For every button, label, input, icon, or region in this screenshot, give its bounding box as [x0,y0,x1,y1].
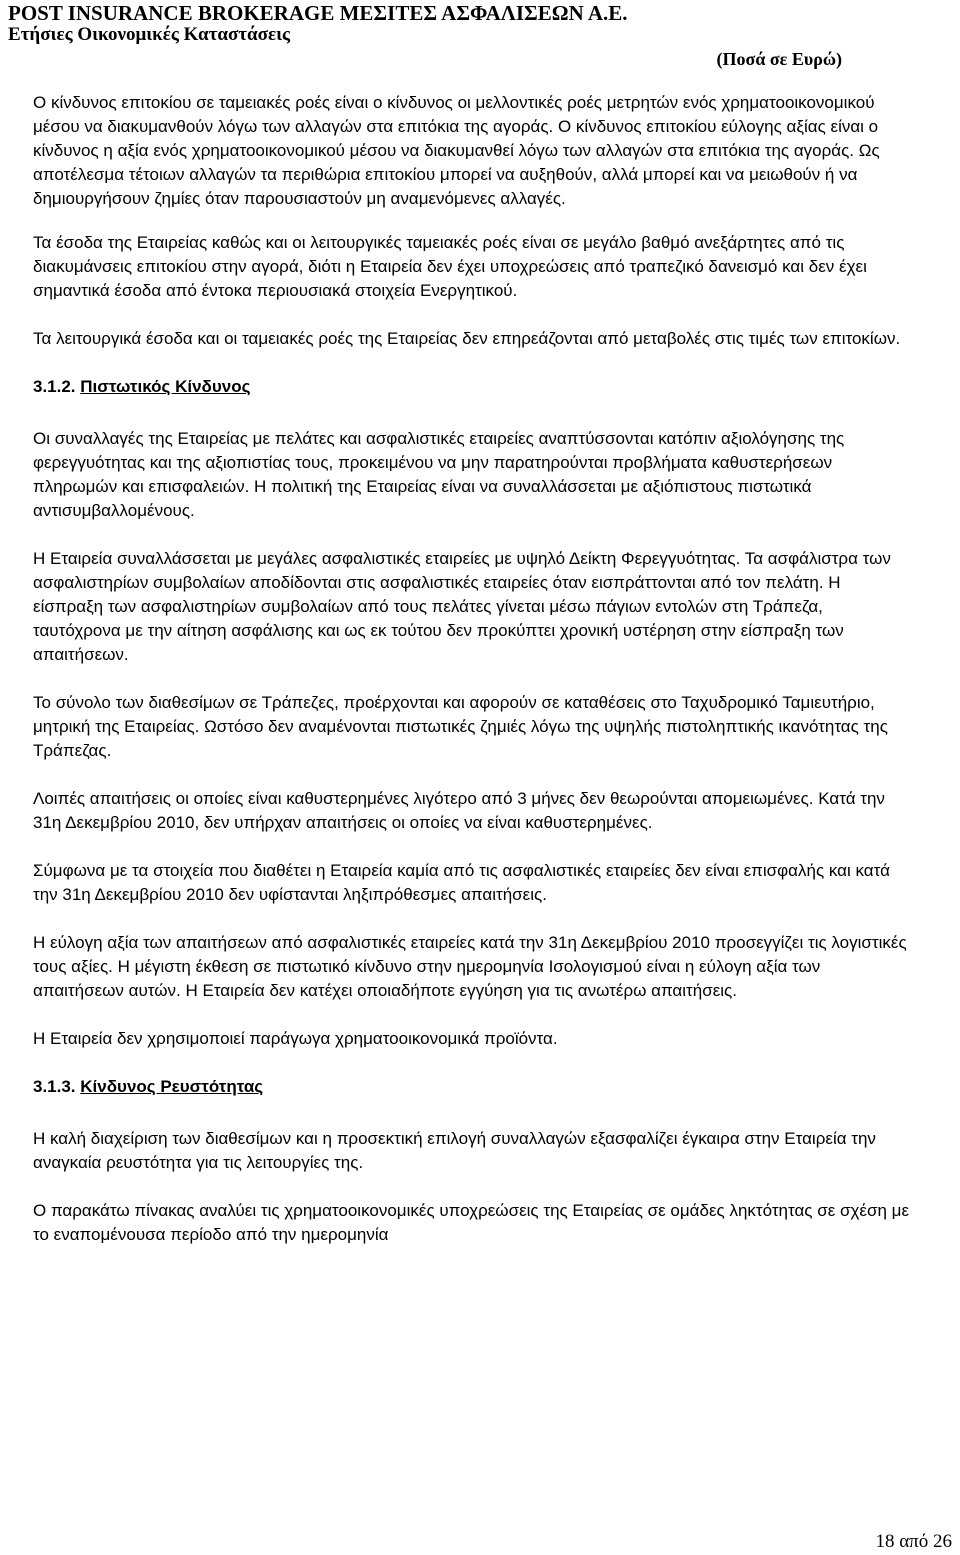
liquidity-risk-heading [33,1075,913,1099]
report-title: Ετήσιες Οικονομικές Καταστάσεις [8,24,291,45]
page-header [8,0,952,69]
liquidity-risk-paragraph: Η καλή διαχείριση των διαθεσίμων και η προσεκτική επιλογή συναλλαγών εξασφαλίζει έγκαιρα στην Εταιρεία την αναγκαία ρευστότητα για τις λειτουργίες της. [33,1129,876,1172]
operating-revenue-paragraph: Τα λειτουργικά έσοδα και οι ταμειακές ροές της Εταιρείας δεν επηρεάζονται από μεταβολές στις τιμές των επιτοκίων. [33,329,901,348]
currency-note: (Ποσά σε Ευρώ) [716,49,842,69]
credit-risk-paragraph: Οι συναλλαγές της Εταιρείας με πελάτες και ασφαλιστικές εταιρείες αναπτύσσονται κατόπιν αξιολόγησης της φερεγγυότητας και της αξιοπιστίας τους, προκειμένου να μην παρατηρούνται προβλήματα καθυστερήσεων πληρωμών και επισφαλειών. Η πολιτική της Εταιρείας είναι να συναλλάσσεται με αξιόπιστους πιστωτικά αντισυμβαλλομένους. [33,429,845,520]
credit-risk-paragraph: Η Εταιρεία δεν χρησιμοποιεί παράγωγα χρηματοοικονομικά προϊόντα. [33,1029,558,1048]
interest-rate-risk-paragraph: Ο κίνδυνος επιτοκίου σε ταμειακές ροές είναι ο κίνδυνος οι μελλοντικές ροές μετρητών ενός χρηματοοικονομικού μέσου να διακυμανθούν λόγω των αλλαγών στα επιτόκια της αγοράς. Ο κίνδυνος επιτοκίου εύλογης αξίας είναι ο κίνδυνος η αξία ενός χρηματοοικονομικού μέσου να διακυμανθεί λόγω των αλλαγών στα επιτόκια της αγοράς. Ως αποτέλεσμα τέτοιων αλλαγών τα περιθώρια επιτοκίου μπορεί να αυξηθούν, αλλά μπορεί και να μειωθούν ή να δημιουργήσουν ζημίες όταν παρουσιαστούν μη αναμενόμενες αλλαγές. [33,93,880,208]
revenue-independence-paragraph: Τα έσοδα της Εταιρείας καθώς και οι λειτουργικές ταμειακές ροές είναι σε μεγάλο βαθμό ανεξάρτητες από τις διακυμάνσεις επιτοκίου στην αγορά, διότι η Εταιρεία δεν έχει υποχρεώσεις από τραπεζικό δανεισμό και δεν έχει σημαντικά έσοδα από έντοκα περιουσιακά στοιχεία Ενεργητικού. [33,233,867,300]
document-body [33,91,913,1271]
credit-risk-heading [33,375,913,399]
credit-risk-number: 3.1.2. [33,377,76,396]
credit-risk-paragraph: Η εύλογη αξία των απαιτήσεων από ασφαλιστικές εταιρείες κατά την 31η Δεκεμβρίου 2010 προσεγγίζει τις λογιστικές τους αξίες. Η μέγιστη έκθεση σε πιστωτικό κίνδυνο στην ημερομηνία Ισολογισμού είναι η εύλογη αξία των απαιτήσεων αυτών. Η Εταιρεία δεν κατέχει οποιαδήποτε εγγύηση για τις ανωτέρω απαιτήσεις. [33,933,907,1000]
liquidity-risk-title: Κίνδυνος Ρευστότητας [80,1077,264,1096]
credit-risk-paragraph: Το σύνολο των διαθεσίμων σε Τράπεζες, προέρχονται και αφορούν σε καταθέσεις στο Ταχυδρομικό Ταμιευτήριο, μητρική της Εταιρείας. Ωστόσο δεν αναμένονται πιστωτικές ζημιές λόγω της υψηλής πιστοληπτικής ικανότητας της Τράπεζας. [33,693,888,760]
credit-risk-paragraph: Η Εταιρεία συναλλάσσεται με μεγάλες ασφαλιστικές εταιρείες με υψηλό Δείκτη Φερεγγυότητας. Τα ασφάλιστρα των ασφαλιστηρίων συμβολαίων αποδίδονται στις ασφαλιστικές εταιρείες όταν εισπράττονται από τον πελάτη. Η είσπραξη των ασφαλιστηρίων συμβολαίων από τους πελάτες γίνεται μέσω πάγιων εντολών στη Τράπεζα, ταυτόχρονα με την αίτηση ασφάλισης και ως εκ τούτου δεν προκύπτει χρονική υστέρηση στην είσπραξη των απαιτήσεων. [33,549,891,664]
liquidity-risk-paragraph: Ο παρακάτω πίνακας αναλύει τις χρηματοοικονομικές υποχρεώσεις της Εταιρείας σε ομάδες ληκτότητας σε σχέση με το εναπομένουσα περίοδο από την ημερομηνία [33,1201,910,1244]
liquidity-risk-number: 3.1.3. [33,1077,76,1096]
credit-risk-paragraph: Λοιπές απαιτήσεις οι οποίες είναι καθυστερημένες λιγότερο από 3 μήνες δεν θεωρούνται απομειωμένες. Κατά την 31η Δεκεμβρίου 2010, δεν υπήρχαν απαιτήσεις οι οποίες να είναι καθυστερημένες. [33,789,885,832]
credit-risk-paragraph: Σύμφωνα με τα στοιχεία που διαθέτει η Εταιρεία καμία από τις ασφαλιστικές εταιρείες δεν είναι επισφαλής και κατά την 31η Δεκεμβρίου 2010 δεν υφίστανται ληξιπρόθεσμες απαιτήσεις. [33,861,890,904]
company-name: POST INSURANCE BROKERAGE ΜΕΣΙΤΕΣ ΑΣΦΑΛΙΣΕΩΝ Α.Ε. [8,1,628,25]
page-number: 18 από 26 [875,1531,952,1552]
credit-risk-title: Πιστωτικός Κίνδυνος [80,377,251,396]
